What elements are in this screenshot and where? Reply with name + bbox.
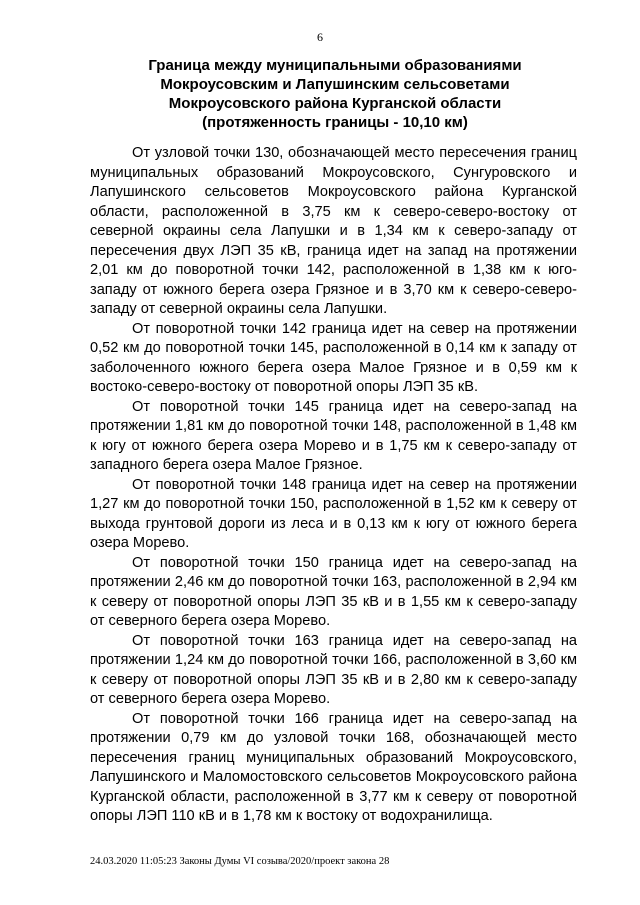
- paragraph: От узловой точки 130, обозначающей место пересечения границ муниципальных образований Мокроусовского, Сунгуровского и Лапушинского сельсоветов Мокроусовского района Курганской области, расположенной в 3,75 км к северо-северо-востоку от северной окраины села Лапушки и в 1,34 км к северо-западу от пересечения двух ЛЭП 35 кВ, граница идет на запад на протяжении 2,01 км до поворотной точки 142, расположенной в 1,38 км к юго-западу от южного берега озера Грязное и в 3,70 км к северо-северо-западу от северной окраины села Лапушки.: [90, 145, 577, 317]
- paragraph: От поворотной точки 148 граница идет на север на протяжении 1,27 км до поворотной точки 150, расположенной в 1,52 км к северу от выхода грунтовой дороги из леса и в 0,13 км к югу от южного берега озера Морево.: [90, 476, 577, 551]
- paragraph: От поворотной точки 150 граница идет на северо-запад на протяжении 2,46 км до поворотной точки 163, расположенной в 2,94 км к северу от поворотной опоры ЛЭП 35 кВ и в 1,55 км к северо-западу от северного берега озера Морево.: [90, 554, 577, 629]
- page-number: 6: [317, 30, 323, 44]
- paragraph: От поворотной точки 166 граница идет на северо-запад на протяжении 0,79 км до узловой точки 168, обозначающей место пересечения границ муниципальных образований Мокроусовского, Лапушинского и Маломостовского сельсоветов Мокроусовского района Курганской области, расположенной в 3,77 км к северу от поворотной опоры ЛЭП 110 кВ и в 1,78 км к востоку от водохранилища.: [90, 710, 577, 824]
- paragraph: От поворотной точки 142 граница идет на север на протяжении 0,52 км до поворотной точки 145, расположенной в 0,14 км к западу от заболоченного южного берега озера Малое Грязное и в 0,59 км к востоко-северо-востоку от поворотной опоры ЛЭП 35 кВ.: [90, 320, 577, 395]
- paragraph: От поворотной точки 163 граница идет на северо-запад на протяжении 1,24 км до поворотной точки 166, расположенной в 3,60 км к северу от поворотной опоры ЛЭП 35 кВ и в 2,80 км к северо-западу от северного берега озера Морево.: [90, 632, 577, 707]
- title-line: Граница между муниципальными образованиями: [148, 57, 522, 74]
- document-title: [90, 56, 580, 132]
- document-body: [90, 144, 577, 827]
- paragraph: От поворотной точки 145 граница идет на северо-запад на протяжении 1,81 км до поворотной точки 148, расположенной в 1,48 км к югу от южного берега озера Морево и в 1,75 км к северо-западу от западного берега озера Малое Грязное.: [90, 398, 577, 473]
- document-footer: 24.03.2020 11:05:23 Законы Думы VI созыва/2020/проект закона 28: [90, 856, 390, 867]
- title-line: Мокроусовского района Курганской области: [168, 95, 502, 112]
- title-line: Мокроусовским и Лапушинским сельсоветами: [160, 76, 510, 93]
- title-line: (протяженность границы - 10,10 км): [202, 114, 468, 131]
